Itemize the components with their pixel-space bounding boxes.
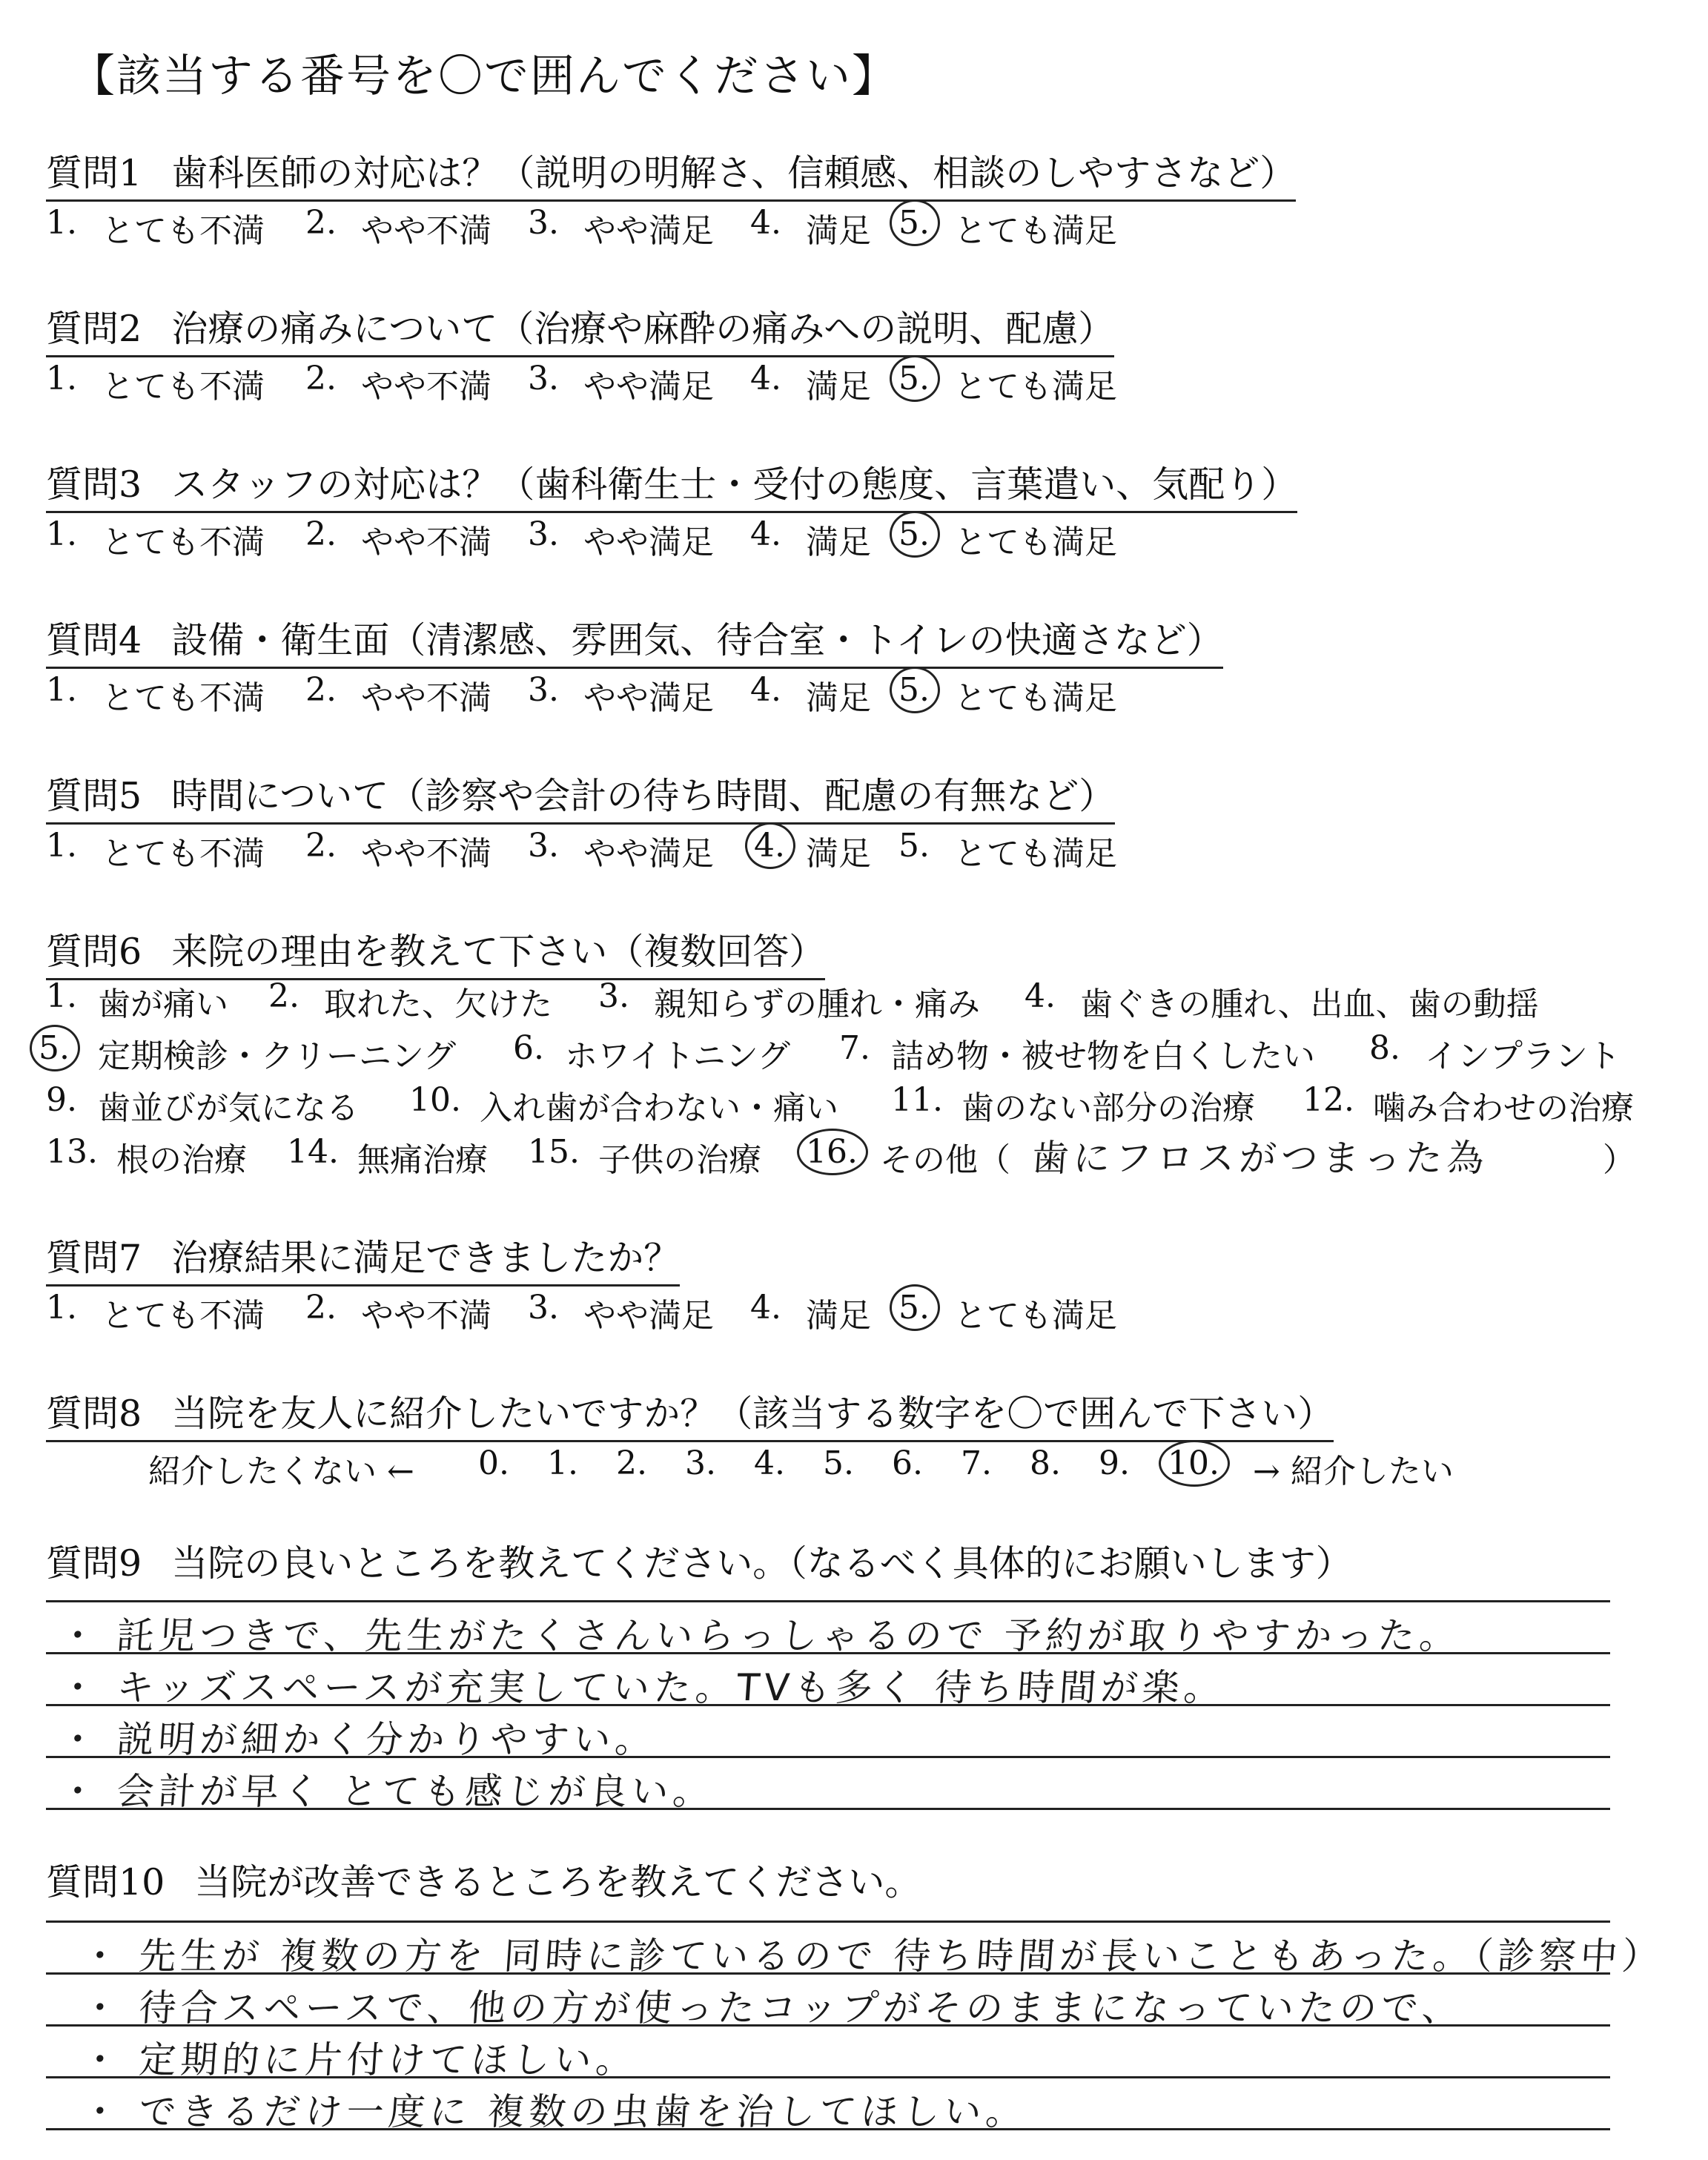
q1-option-3-label: やや満足: [583, 212, 714, 250]
q8-scale-3[interactable]: 3.: [685, 1444, 716, 1482]
q7-option-4-number[interactable]: 4.: [750, 1289, 781, 1327]
q7-option-2-number[interactable]: 2.: [305, 1289, 337, 1327]
q6-reason-3-label: 親知らずの腫れ・痛み: [654, 985, 980, 1023]
q7-option-2-label: やや不満: [361, 1297, 491, 1335]
q6-reason-row-2: [39, 1029, 1662, 1074]
question-3-text: スタッフの対応は？（歯科衛生士・受付の態度、言葉遣い、気配り）: [171, 463, 1298, 506]
q9-answer-1[interactable]: ・ 託児つきで、先生がたくさんいらっしゃるので 予約が取りやすかった。: [57, 1614, 1463, 1657]
q10-answer-1[interactable]: ・ 先生が 複数の方を 同時に診ているので 待ち時間が長いこともあった。（診察中）: [79, 1935, 1665, 1978]
q4-option-5-label: とても満足: [954, 679, 1117, 717]
question-8-text: 当院を友人に紹介したいですか？（該当する数字を〇で囲んで下さい）: [171, 1393, 1334, 1435]
q6-reason-14-label: 無痛治療: [357, 1141, 488, 1179]
q4-option-4-number[interactable]: 4.: [750, 671, 781, 709]
q6-reason-5-number-selected[interactable]: 5.: [39, 1029, 70, 1067]
q6-reason-13-number[interactable]: 13.: [46, 1133, 98, 1171]
q5-option-3-number[interactable]: 3.: [528, 827, 559, 865]
q5-option-4-label: 満足: [806, 835, 871, 873]
q1-option-5-number-selected[interactable]: 5.: [898, 204, 930, 242]
question-3-label: 質問3: [46, 463, 142, 506]
q8-right-label: → 紹介したい: [1253, 1453, 1454, 1490]
q4-option-1-number[interactable]: 1.: [46, 671, 77, 709]
q5-option-5-number[interactable]: 5.: [898, 827, 930, 865]
question-1-title: [46, 145, 1296, 202]
q6-reason-16-label: その他（: [880, 1141, 1010, 1179]
question-4-label: 質問4: [46, 619, 142, 661]
q8-scale-4[interactable]: 4.: [754, 1444, 785, 1482]
q10-answer-rule-0: [46, 1920, 1610, 1923]
q2-option-1-label: とても不満: [102, 368, 265, 406]
question-4-text: 設備・衛生面（清潔感、雰囲気、待合室・トイレの快適さなど）: [171, 619, 1223, 661]
q6-reason-4-number[interactable]: 4.: [1025, 977, 1056, 1015]
q2-option-5-number-selected[interactable]: 5.: [898, 360, 930, 397]
q10-answer-3[interactable]: ・ 定期的に片付けてほしい。: [79, 2038, 639, 2081]
q6-reason-9-number[interactable]: 9.: [46, 1081, 77, 1119]
q6-reason-3-number[interactable]: 3.: [598, 977, 629, 1015]
q6-reason-5-label: 定期検診・クリーニング: [98, 1037, 457, 1075]
q6-reason-14-number[interactable]: 14.: [287, 1133, 339, 1171]
q4-option-3-number[interactable]: 3.: [528, 671, 559, 709]
q2-option-1-number[interactable]: 1.: [46, 360, 77, 397]
q9-answer-rule-0: [46, 1600, 1610, 1602]
q4-option-2-number[interactable]: 2.: [305, 671, 337, 709]
q2-option-2-label: やや不満: [361, 368, 491, 406]
q1-option-4-label: 満足: [806, 212, 871, 250]
q3-option-1-label: とても不満: [102, 524, 265, 561]
q6-reason-4-label: 歯ぐきの腫れ、出血、歯の動揺: [1080, 985, 1539, 1023]
question-5-label: 質問5: [46, 775, 142, 817]
q7-option-3-number[interactable]: 3.: [528, 1289, 559, 1327]
q5-option-1-number[interactable]: 1.: [46, 827, 77, 865]
question-2-options: [46, 360, 1232, 404]
q6-reason-6-label: ホワイトニング: [565, 1037, 791, 1075]
q1-option-2-number[interactable]: 2.: [305, 204, 337, 242]
question-4-options: [46, 671, 1232, 716]
question-7-text: 治療結果に満足できましたか？: [171, 1237, 681, 1279]
q5-option-3-label: やや満足: [583, 835, 714, 873]
q3-option-5-label: とても満足: [954, 524, 1117, 561]
q1-option-5-label: とても満足: [954, 212, 1117, 250]
q5-option-2-number[interactable]: 2.: [305, 827, 337, 865]
question-3-title: [46, 456, 1297, 513]
question-2-text: 治療の痛みについて（治療や麻酔の痛みへの説明、配慮）: [171, 308, 1115, 350]
q3-option-4-number[interactable]: 4.: [750, 515, 781, 553]
q6-other-answer-handwritten[interactable]: 歯にフロスがつまった為: [1030, 1137, 1490, 1180]
question-7-label: 質問7: [46, 1237, 142, 1279]
q1-option-1-number[interactable]: 1.: [46, 204, 77, 242]
question-1-label: 質問1: [46, 152, 142, 194]
q1-option-4-number[interactable]: 4.: [750, 204, 781, 242]
q7-option-5-label: とても満足: [954, 1297, 1117, 1335]
q8-scale-5[interactable]: 5.: [823, 1444, 854, 1482]
q6-reason-8-number[interactable]: 8.: [1369, 1029, 1400, 1067]
question-2-title: [46, 300, 1114, 357]
question-5-text: 時間について（診察や会計の待ち時間、配慮の有無など）: [171, 775, 1116, 817]
question-9-label: 質問9: [46, 1542, 142, 1585]
question-10-title: [46, 1854, 921, 1909]
q4-option-4-label: 満足: [806, 679, 871, 717]
q6-reason-row-3: [46, 1081, 1662, 1126]
q6-reason-1-number[interactable]: 1.: [46, 977, 77, 1015]
q10-answer-4[interactable]: ・ できるだけ一度に 複数の虫歯を治してほしい。: [79, 2090, 1029, 2133]
q1-option-1-label: とても不満: [102, 212, 265, 250]
question-9-title: [46, 1535, 1352, 1590]
q3-option-3-number[interactable]: 3.: [528, 515, 559, 553]
q5-option-4-number-selected[interactable]: 4.: [754, 827, 785, 865]
q3-option-2-number[interactable]: 2.: [305, 515, 337, 553]
q6-reason-15-label: 子供の治療: [598, 1141, 761, 1179]
q8-scale-9[interactable]: 9.: [1099, 1444, 1130, 1482]
q2-option-4-number[interactable]: 4.: [750, 360, 781, 397]
question-3-options: [46, 515, 1232, 560]
q7-option-5-number-selected[interactable]: 5.: [898, 1289, 930, 1327]
q2-option-5-label: とても満足: [954, 368, 1117, 406]
q4-option-1-label: とても不満: [102, 679, 265, 717]
q8-left-label: 紹介したくない ←: [148, 1453, 414, 1490]
q1-option-3-number[interactable]: 3.: [528, 204, 559, 242]
q8-scale-8[interactable]: 8.: [1030, 1444, 1061, 1482]
q6-reason-9-label: 歯並びが気になる: [98, 1089, 359, 1127]
question-10-text: 当院が改善できるところを教えてください。: [194, 1861, 921, 1903]
q3-option-2-label: やや不満: [361, 524, 491, 561]
q9-answer-2[interactable]: ・ キッズスペースが充実していた。TVも多く 待ち時間が楽。: [57, 1666, 1227, 1709]
question-8-label: 質問8: [46, 1393, 142, 1435]
q8-scale-1[interactable]: 1.: [547, 1444, 578, 1482]
question-1-text: 歯科医師の対応は？（説明の明解さ、信頼感、相談のしやすさなど）: [171, 152, 1297, 194]
question-5-options: [46, 827, 1232, 871]
question-7-title: [46, 1229, 680, 1287]
question-6-title: [46, 923, 825, 980]
question-10-label: 質問10: [46, 1861, 165, 1903]
q6-reason-15-number[interactable]: 15.: [528, 1133, 580, 1171]
question-4-title: [46, 612, 1223, 669]
question-9-text: 当院の良いところを教えてください。（なるべく具体的にお願いします）: [171, 1542, 1352, 1585]
q10-answer-2[interactable]: ・ 待合スペースで、他の方が使ったコップがそのままになっていたので、: [79, 1986, 1466, 2029]
q6-reason-11-number[interactable]: 11.: [891, 1081, 943, 1119]
q6-reason-2-label: 取れた、欠けた: [324, 985, 552, 1023]
q8-scale-0[interactable]: 0.: [478, 1444, 509, 1482]
question-2-label: 質問2: [46, 308, 142, 350]
q6-other-close-paren: ）: [1603, 1141, 1635, 1179]
question-1-options: [46, 204, 1232, 248]
q6-reason-2-number[interactable]: 2.: [268, 977, 299, 1015]
q6-reason-10-label: 入れ歯が合わない・痛い: [480, 1089, 838, 1127]
question-6-label: 質問6: [46, 931, 142, 973]
question-7-options: [46, 1289, 1232, 1333]
question-8-scale: [148, 1444, 1483, 1489]
q6-reason-10-number[interactable]: 10.: [409, 1081, 461, 1119]
q8-scale-2[interactable]: 2.: [616, 1444, 647, 1482]
q6-reason-11-label: 歯のない部分の治療: [961, 1089, 1255, 1127]
q7-option-3-label: やや満足: [583, 1297, 714, 1335]
q6-reason-7-number[interactable]: 7.: [839, 1029, 870, 1067]
q3-option-3-label: やや満足: [583, 524, 714, 561]
question-6-text: 来院の理由を教えて下さい（複数回答）: [171, 931, 826, 973]
q4-option-5-number-selected[interactable]: 5.: [898, 671, 930, 709]
q1-option-2-label: やや不満: [361, 212, 491, 250]
q6-reason-row-4: [46, 1133, 1662, 1185]
q8-scale-6[interactable]: 6.: [892, 1444, 923, 1482]
q3-option-4-label: 満足: [806, 524, 871, 561]
page-title: 【該当する番号を〇で囲んでください】: [70, 50, 898, 102]
q6-reason-6-number[interactable]: 6.: [513, 1029, 544, 1067]
q6-reason-7-label: 詰め物・被せ物を白くしたい: [891, 1037, 1315, 1075]
q2-option-3-label: やや満足: [583, 368, 714, 406]
question-8-title: [46, 1385, 1334, 1442]
q6-reason-12-label: 噛み合わせの治療: [1373, 1089, 1634, 1127]
q6-reason-12-number[interactable]: 12.: [1302, 1081, 1354, 1119]
q4-option-3-label: やや満足: [583, 679, 714, 717]
q6-reason-13-label: 根の治療: [116, 1141, 247, 1179]
q8-scale-7[interactable]: 7.: [961, 1444, 992, 1482]
q9-answer-3[interactable]: ・ 説明が細かく分かりやすい。: [57, 1718, 658, 1761]
q5-option-1-label: とても不満: [102, 835, 265, 873]
q3-option-5-number-selected[interactable]: 5.: [898, 515, 930, 553]
q7-option-4-label: 満足: [806, 1297, 871, 1335]
q6-reason-row-1: [46, 977, 1662, 1022]
q7-option-1-number[interactable]: 1.: [46, 1289, 77, 1327]
q6-reason-8-label: インプラント: [1425, 1037, 1621, 1075]
q6-reason-1-label: 歯が痛い: [98, 985, 228, 1023]
q5-option-5-label: とても満足: [954, 835, 1117, 873]
q4-option-2-label: やや不満: [361, 679, 491, 717]
q2-option-4-label: 満足: [806, 368, 871, 406]
q9-answer-4[interactable]: ・ 会計が早く とても感じが良い。: [57, 1770, 716, 1813]
q7-option-1-label: とても不満: [102, 1297, 265, 1335]
q8-scale-10-selected[interactable]: 10.: [1168, 1444, 1219, 1482]
q2-option-3-number[interactable]: 3.: [528, 360, 559, 397]
q6-reason-16-number-selected[interactable]: 16.: [806, 1133, 858, 1171]
question-5-title: [46, 767, 1115, 825]
q3-option-1-number[interactable]: 1.: [46, 515, 77, 553]
q2-option-2-number[interactable]: 2.: [305, 360, 337, 397]
q5-option-2-label: やや不満: [361, 835, 491, 873]
